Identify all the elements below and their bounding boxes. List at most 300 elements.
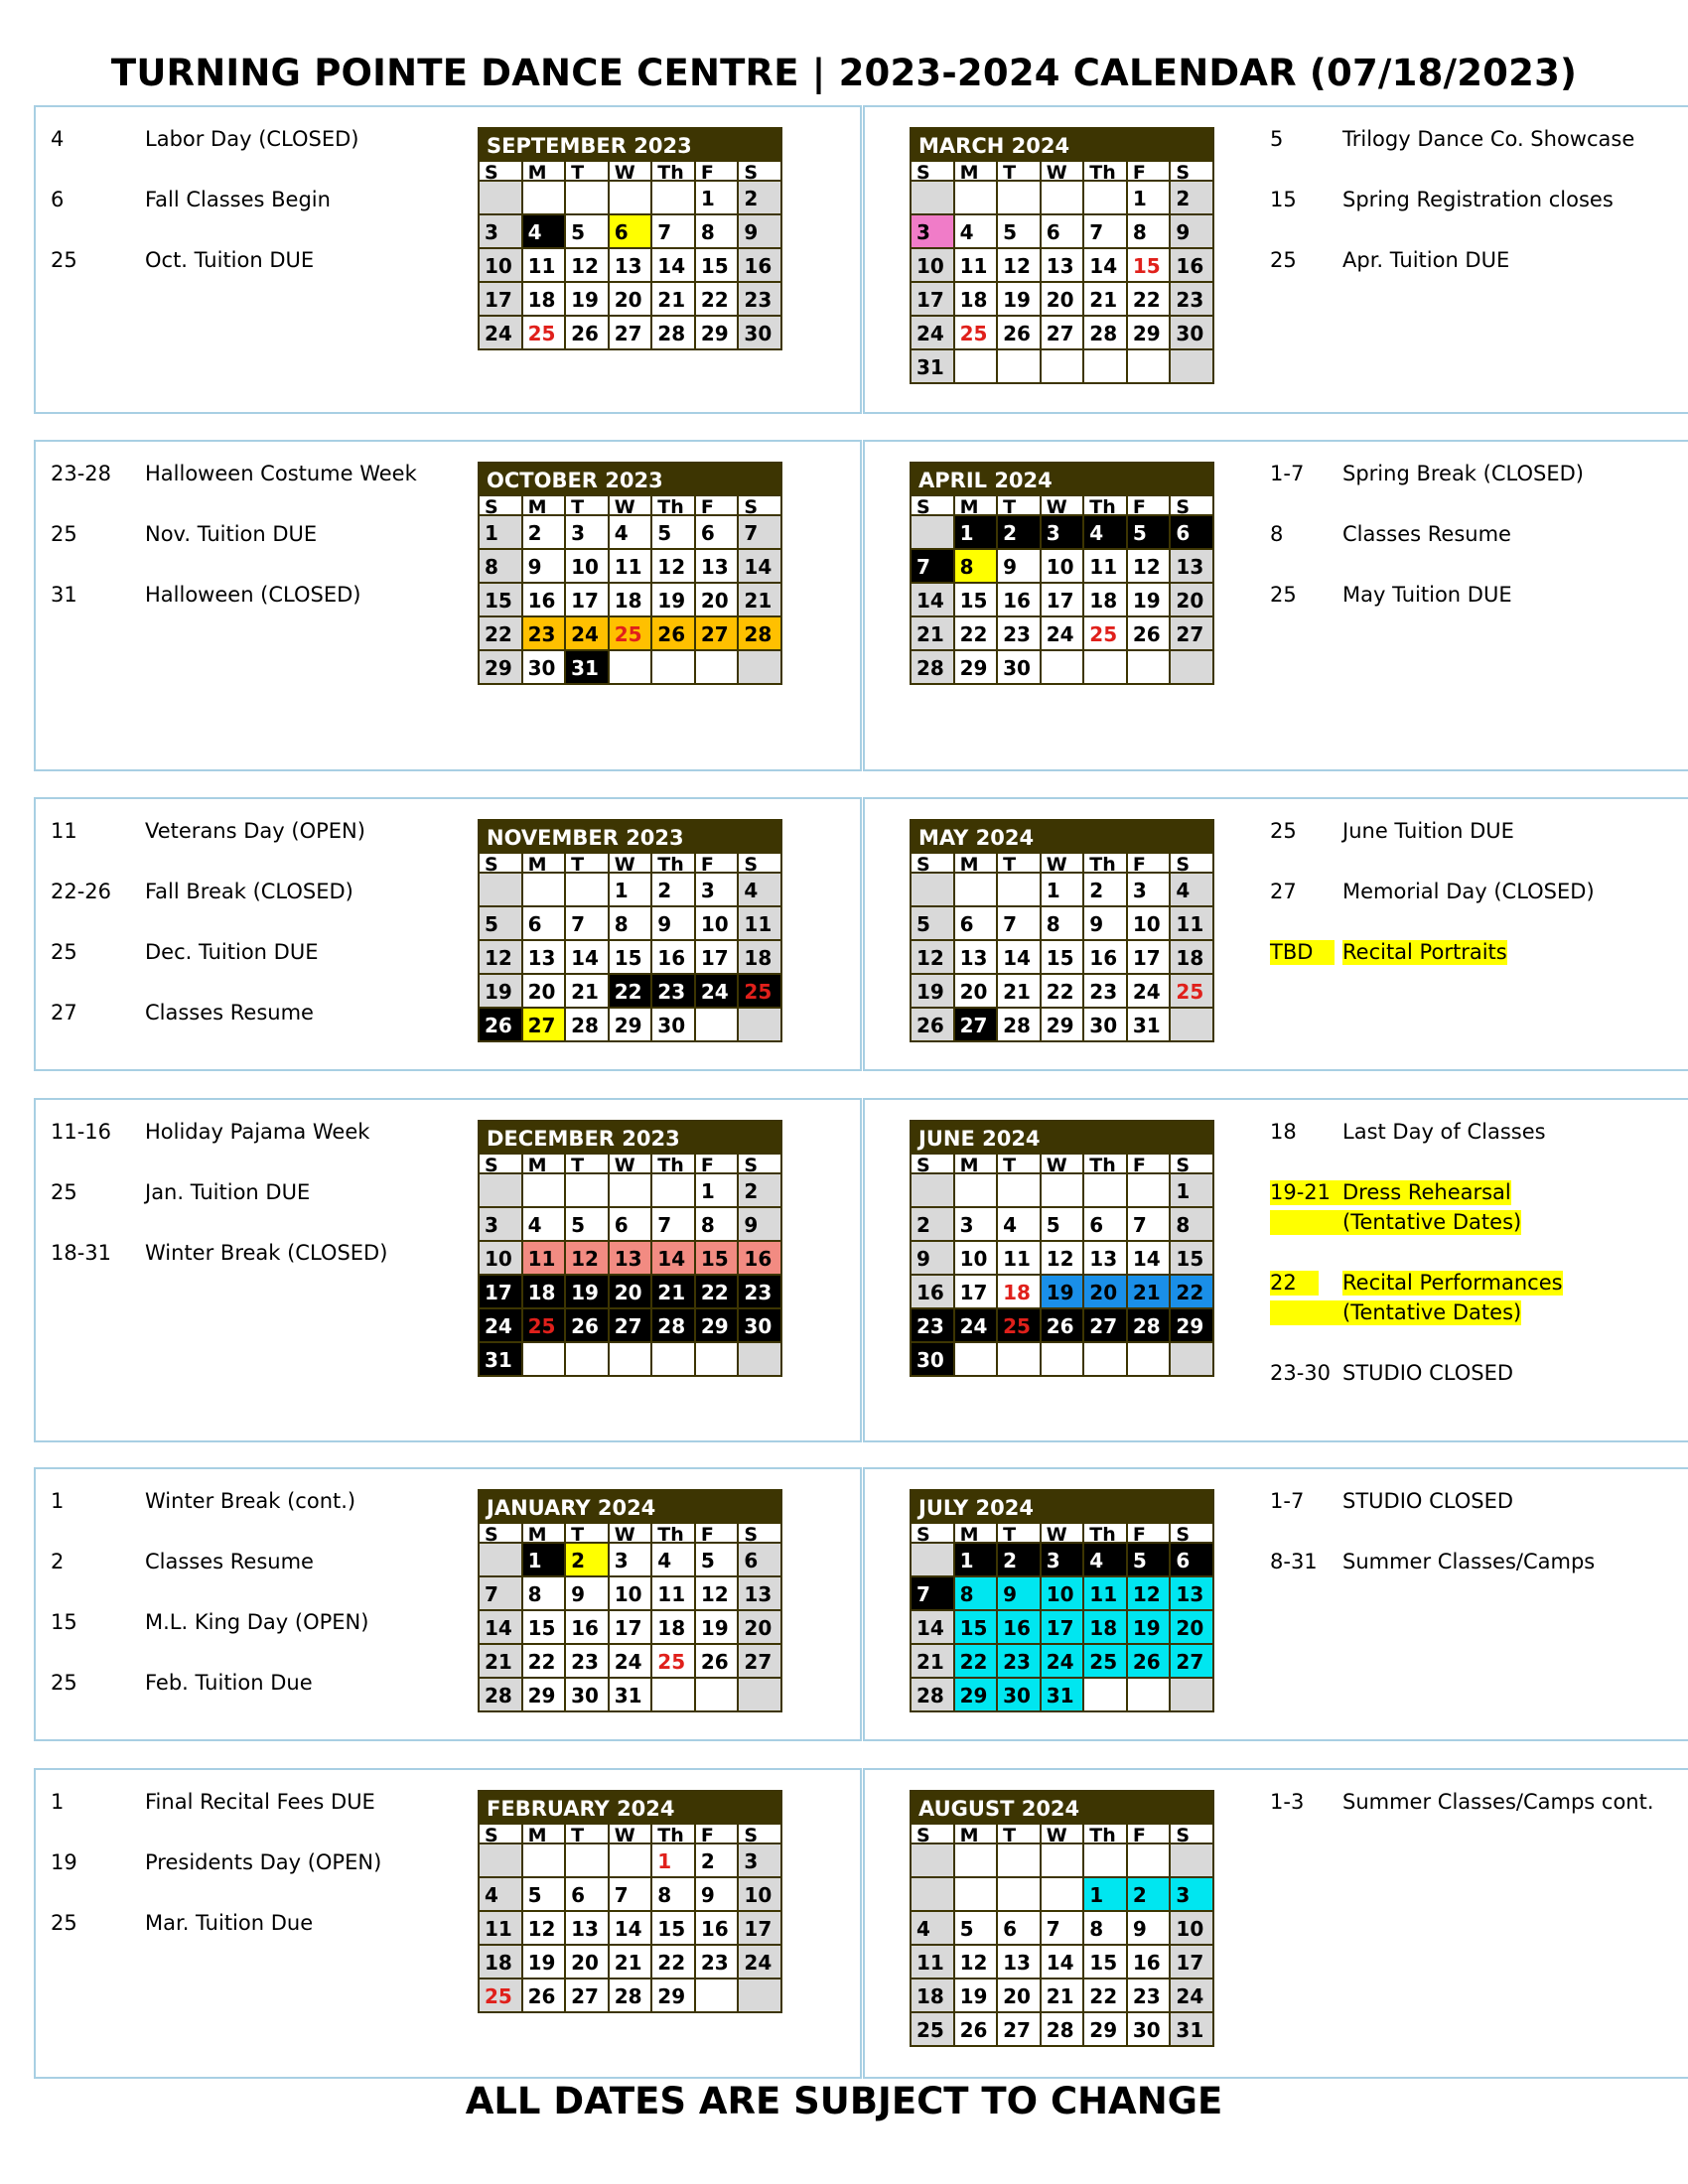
day-cell[interactable]: 20 <box>610 1274 653 1307</box>
day-cell[interactable]: 19 <box>1128 1609 1172 1643</box>
empty-cell[interactable] <box>566 180 610 213</box>
day-cell[interactable]: 23 <box>1171 281 1214 315</box>
day-cell[interactable]: 21 <box>1128 1274 1172 1307</box>
day-cell[interactable]: 3 <box>912 213 955 247</box>
day-cell[interactable]: 11 <box>912 1944 955 1978</box>
day-cell[interactable]: 23 <box>523 615 567 649</box>
day-cell[interactable]: 31 <box>480 1341 523 1375</box>
day-cell[interactable]: 3 <box>1042 514 1085 548</box>
day-cell[interactable]: 25 <box>480 1978 523 2011</box>
day-cell[interactable]: 15 <box>652 1910 696 1944</box>
day-cell[interactable]: 8 <box>955 1575 999 1609</box>
day-cell[interactable]: 22 <box>955 1643 999 1677</box>
day-cell[interactable]: 20 <box>566 1944 610 1978</box>
day-cell[interactable]: 13 <box>955 939 999 973</box>
day-cell[interactable]: 10 <box>1171 1910 1214 1944</box>
day-cell[interactable]: 21 <box>566 973 610 1007</box>
day-cell[interactable]: 16 <box>523 582 567 615</box>
day-cell[interactable]: 25 <box>998 1307 1042 1341</box>
day-cell[interactable]: 19 <box>652 582 696 615</box>
day-cell[interactable]: 9 <box>523 548 567 582</box>
day-cell[interactable]: 14 <box>912 1609 955 1643</box>
day-cell[interactable]: 22 <box>523 1643 567 1677</box>
day-cell[interactable]: 1 <box>480 514 523 548</box>
day-cell[interactable]: 28 <box>566 1007 610 1040</box>
empty-cell[interactable] <box>652 1172 696 1206</box>
empty-cell[interactable] <box>1128 1677 1172 1710</box>
day-cell[interactable]: 24 <box>1042 1643 1085 1677</box>
day-cell[interactable]: 8 <box>955 548 999 582</box>
day-cell[interactable]: 5 <box>1128 1542 1172 1575</box>
day-cell[interactable]: 26 <box>1042 1307 1085 1341</box>
empty-cell[interactable] <box>1171 1341 1214 1375</box>
day-cell[interactable]: 14 <box>652 1240 696 1274</box>
day-cell[interactable]: 21 <box>912 615 955 649</box>
day-cell[interactable]: 5 <box>480 905 523 939</box>
empty-cell[interactable] <box>739 1978 782 2011</box>
day-cell[interactable]: 3 <box>480 213 523 247</box>
empty-cell[interactable] <box>1084 348 1128 382</box>
empty-cell[interactable] <box>696 1007 740 1040</box>
day-cell[interactable]: 20 <box>1171 582 1214 615</box>
day-cell[interactable]: 16 <box>998 1609 1042 1643</box>
day-cell[interactable]: 26 <box>1128 1643 1172 1677</box>
day-cell[interactable]: 31 <box>566 649 610 683</box>
empty-cell[interactable] <box>1128 1843 1172 1876</box>
empty-cell[interactable] <box>652 1677 696 1710</box>
day-cell[interactable]: 28 <box>1084 315 1128 348</box>
day-cell[interactable]: 17 <box>610 1609 653 1643</box>
day-cell[interactable]: 15 <box>696 247 740 281</box>
day-cell[interactable]: 10 <box>480 247 523 281</box>
day-cell[interactable]: 4 <box>912 1910 955 1944</box>
day-cell[interactable]: 12 <box>912 939 955 973</box>
day-cell[interactable]: 29 <box>652 1978 696 2011</box>
day-cell[interactable]: 11 <box>739 905 782 939</box>
day-cell[interactable]: 22 <box>610 973 653 1007</box>
day-cell[interactable]: 27 <box>998 2011 1042 2045</box>
day-cell[interactable]: 22 <box>652 1944 696 1978</box>
day-cell[interactable]: 3 <box>739 1843 782 1876</box>
day-cell[interactable]: 10 <box>566 548 610 582</box>
day-cell[interactable]: 27 <box>1084 1307 1128 1341</box>
day-cell[interactable]: 16 <box>912 1274 955 1307</box>
day-cell[interactable]: 18 <box>652 1609 696 1643</box>
day-cell[interactable]: 21 <box>480 1643 523 1677</box>
day-cell[interactable]: 17 <box>1128 939 1172 973</box>
day-cell[interactable]: 26 <box>566 315 610 348</box>
day-cell[interactable]: 13 <box>610 247 653 281</box>
empty-cell[interactable] <box>955 180 999 213</box>
day-cell[interactable]: 9 <box>566 1575 610 1609</box>
day-cell[interactable]: 31 <box>1128 1007 1172 1040</box>
empty-cell[interactable] <box>1042 348 1085 382</box>
day-cell[interactable]: 16 <box>652 939 696 973</box>
day-cell[interactable]: 1 <box>1042 872 1085 905</box>
day-cell[interactable]: 23 <box>566 1643 610 1677</box>
empty-cell[interactable] <box>739 1677 782 1710</box>
empty-cell[interactable] <box>480 1542 523 1575</box>
day-cell[interactable]: 30 <box>1084 1007 1128 1040</box>
day-cell[interactable]: 7 <box>652 1206 696 1240</box>
empty-cell[interactable] <box>739 649 782 683</box>
day-cell[interactable]: 17 <box>696 939 740 973</box>
day-cell[interactable]: 31 <box>1042 1677 1085 1710</box>
day-cell[interactable]: 13 <box>696 548 740 582</box>
day-cell[interactable]: 3 <box>955 1206 999 1240</box>
empty-cell[interactable] <box>1128 348 1172 382</box>
day-cell[interactable]: 29 <box>955 1677 999 1710</box>
empty-cell[interactable] <box>998 1172 1042 1206</box>
day-cell[interactable]: 12 <box>955 1944 999 1978</box>
day-cell[interactable]: 26 <box>523 1978 567 2011</box>
empty-cell[interactable] <box>998 1876 1042 1910</box>
day-cell[interactable]: 2 <box>566 1542 610 1575</box>
day-cell[interactable]: 23 <box>1084 973 1128 1007</box>
day-cell[interactable]: 23 <box>912 1307 955 1341</box>
day-cell[interactable]: 15 <box>955 1609 999 1643</box>
day-cell[interactable]: 14 <box>739 548 782 582</box>
day-cell[interactable]: 24 <box>1042 615 1085 649</box>
day-cell[interactable]: 17 <box>739 1910 782 1944</box>
day-cell[interactable]: 15 <box>1084 1944 1128 1978</box>
empty-cell[interactable] <box>1084 1843 1128 1876</box>
day-cell[interactable]: 27 <box>610 1307 653 1341</box>
day-cell[interactable]: 2 <box>523 514 567 548</box>
day-cell[interactable]: 13 <box>566 1910 610 1944</box>
day-cell[interactable]: 10 <box>480 1240 523 1274</box>
day-cell[interactable]: 1 <box>1171 1172 1214 1206</box>
day-cell[interactable]: 6 <box>998 1910 1042 1944</box>
day-cell[interactable]: 13 <box>1084 1240 1128 1274</box>
day-cell[interactable]: 12 <box>652 548 696 582</box>
day-cell[interactable]: 21 <box>998 973 1042 1007</box>
day-cell[interactable]: 28 <box>610 1978 653 2011</box>
day-cell[interactable]: 28 <box>1128 1307 1172 1341</box>
empty-cell[interactable] <box>652 1341 696 1375</box>
day-cell[interactable]: 7 <box>480 1575 523 1609</box>
day-cell[interactable]: 6 <box>1171 514 1214 548</box>
day-cell[interactable]: 6 <box>523 905 567 939</box>
day-cell[interactable]: 29 <box>1128 315 1172 348</box>
day-cell[interactable]: 30 <box>1128 2011 1172 2045</box>
empty-cell[interactable] <box>955 1341 999 1375</box>
empty-cell[interactable] <box>1042 1172 1085 1206</box>
day-cell[interactable]: 2 <box>1128 1876 1172 1910</box>
day-cell[interactable]: 16 <box>739 1240 782 1274</box>
empty-cell[interactable] <box>1042 649 1085 683</box>
day-cell[interactable]: 29 <box>1171 1307 1214 1341</box>
day-cell[interactable]: 22 <box>480 615 523 649</box>
day-cell[interactable]: 11 <box>523 247 567 281</box>
empty-cell[interactable] <box>1084 1172 1128 1206</box>
day-cell[interactable]: 16 <box>1128 1944 1172 1978</box>
empty-cell[interactable] <box>1084 649 1128 683</box>
day-cell[interactable]: 21 <box>1084 281 1128 315</box>
day-cell[interactable]: 11 <box>998 1240 1042 1274</box>
empty-cell[interactable] <box>652 180 696 213</box>
day-cell[interactable]: 1 <box>652 1843 696 1876</box>
day-cell[interactable]: 17 <box>566 582 610 615</box>
empty-cell[interactable] <box>566 1843 610 1876</box>
day-cell[interactable]: 18 <box>610 582 653 615</box>
empty-cell[interactable] <box>1042 1341 1085 1375</box>
day-cell[interactable]: 12 <box>566 247 610 281</box>
day-cell[interactable]: 26 <box>566 1307 610 1341</box>
day-cell[interactable]: 28 <box>480 1677 523 1710</box>
day-cell[interactable]: 23 <box>1128 1978 1172 2011</box>
day-cell[interactable]: 26 <box>480 1007 523 1040</box>
day-cell[interactable]: 17 <box>912 281 955 315</box>
day-cell[interactable]: 13 <box>1042 247 1085 281</box>
day-cell[interactable]: 25 <box>523 315 567 348</box>
day-cell[interactable]: 7 <box>998 905 1042 939</box>
empty-cell[interactable] <box>523 1843 567 1876</box>
day-cell[interactable]: 9 <box>1084 905 1128 939</box>
day-cell[interactable]: 3 <box>1171 1876 1214 1910</box>
day-cell[interactable]: 19 <box>1042 1274 1085 1307</box>
day-cell[interactable]: 9 <box>912 1240 955 1274</box>
day-cell[interactable]: 23 <box>739 1274 782 1307</box>
empty-cell[interactable] <box>955 1843 999 1876</box>
day-cell[interactable]: 2 <box>652 872 696 905</box>
day-cell[interactable]: 22 <box>696 1274 740 1307</box>
day-cell[interactable]: 12 <box>566 1240 610 1274</box>
day-cell[interactable]: 6 <box>610 213 653 247</box>
day-cell[interactable]: 15 <box>480 582 523 615</box>
day-cell[interactable]: 8 <box>523 1575 567 1609</box>
empty-cell[interactable] <box>739 1341 782 1375</box>
empty-cell[interactable] <box>1084 1341 1128 1375</box>
day-cell[interactable]: 17 <box>955 1274 999 1307</box>
day-cell[interactable]: 17 <box>1042 582 1085 615</box>
empty-cell[interactable] <box>1042 1843 1085 1876</box>
day-cell[interactable]: 7 <box>1042 1910 1085 1944</box>
empty-cell[interactable] <box>696 1978 740 2011</box>
empty-cell[interactable] <box>696 1677 740 1710</box>
day-cell[interactable]: 18 <box>998 1274 1042 1307</box>
day-cell[interactable]: 4 <box>1171 872 1214 905</box>
day-cell[interactable]: 3 <box>1128 872 1172 905</box>
day-cell[interactable]: 25 <box>523 1307 567 1341</box>
day-cell[interactable]: 19 <box>480 973 523 1007</box>
day-cell[interactable]: 12 <box>1128 548 1172 582</box>
empty-cell[interactable] <box>523 1341 567 1375</box>
day-cell[interactable]: 14 <box>480 1609 523 1643</box>
day-cell[interactable]: 29 <box>1042 1007 1085 1040</box>
empty-cell[interactable] <box>912 872 955 905</box>
day-cell[interactable]: 25 <box>912 2011 955 2045</box>
day-cell[interactable]: 26 <box>696 1643 740 1677</box>
day-cell[interactable]: 7 <box>610 1876 653 1910</box>
day-cell[interactable]: 1 <box>696 1172 740 1206</box>
day-cell[interactable]: 19 <box>566 281 610 315</box>
day-cell[interactable]: 20 <box>998 1978 1042 2011</box>
day-cell[interactable]: 7 <box>912 1575 955 1609</box>
day-cell[interactable]: 14 <box>998 939 1042 973</box>
day-cell[interactable]: 8 <box>696 1206 740 1240</box>
day-cell[interactable]: 4 <box>998 1206 1042 1240</box>
day-cell[interactable]: 25 <box>739 973 782 1007</box>
day-cell[interactable]: 4 <box>523 213 567 247</box>
day-cell[interactable]: 2 <box>696 1843 740 1876</box>
day-cell[interactable]: 2 <box>998 514 1042 548</box>
day-cell[interactable]: 10 <box>1128 905 1172 939</box>
day-cell[interactable]: 24 <box>739 1944 782 1978</box>
empty-cell[interactable] <box>610 1341 653 1375</box>
day-cell[interactable]: 9 <box>998 1575 1042 1609</box>
day-cell[interactable]: 23 <box>998 615 1042 649</box>
empty-cell[interactable] <box>1171 1677 1214 1710</box>
empty-cell[interactable] <box>566 872 610 905</box>
empty-cell[interactable] <box>912 1542 955 1575</box>
empty-cell[interactable] <box>523 180 567 213</box>
day-cell[interactable]: 9 <box>1128 1910 1172 1944</box>
day-cell[interactable]: 25 <box>1084 615 1128 649</box>
day-cell[interactable]: 11 <box>523 1240 567 1274</box>
day-cell[interactable]: 2 <box>739 1172 782 1206</box>
day-cell[interactable]: 7 <box>912 548 955 582</box>
day-cell[interactable]: 15 <box>696 1240 740 1274</box>
empty-cell[interactable] <box>696 649 740 683</box>
empty-cell[interactable] <box>955 872 999 905</box>
empty-cell[interactable] <box>1171 1007 1214 1040</box>
empty-cell[interactable] <box>480 1843 523 1876</box>
empty-cell[interactable] <box>998 1843 1042 1876</box>
day-cell[interactable]: 6 <box>1042 213 1085 247</box>
day-cell[interactable]: 4 <box>610 514 653 548</box>
day-cell[interactable]: 20 <box>739 1609 782 1643</box>
day-cell[interactable]: 9 <box>998 548 1042 582</box>
day-cell[interactable]: 2 <box>1084 872 1128 905</box>
day-cell[interactable]: 23 <box>739 281 782 315</box>
day-cell[interactable]: 23 <box>652 973 696 1007</box>
day-cell[interactable]: 5 <box>523 1876 567 1910</box>
day-cell[interactable]: 22 <box>1171 1274 1214 1307</box>
day-cell[interactable]: 26 <box>955 2011 999 2045</box>
day-cell[interactable]: 21 <box>652 1274 696 1307</box>
day-cell[interactable]: 22 <box>955 615 999 649</box>
day-cell[interactable]: 11 <box>652 1575 696 1609</box>
day-cell[interactable]: 30 <box>566 1677 610 1710</box>
day-cell[interactable]: 25 <box>1171 973 1214 1007</box>
day-cell[interactable]: 30 <box>998 649 1042 683</box>
day-cell[interactable]: 8 <box>652 1876 696 1910</box>
day-cell[interactable]: 2 <box>912 1206 955 1240</box>
empty-cell[interactable] <box>652 649 696 683</box>
day-cell[interactable]: 13 <box>523 939 567 973</box>
day-cell[interactable]: 7 <box>566 905 610 939</box>
empty-cell[interactable] <box>955 348 999 382</box>
empty-cell[interactable] <box>480 872 523 905</box>
day-cell[interactable]: 16 <box>566 1609 610 1643</box>
day-cell[interactable]: 15 <box>1171 1240 1214 1274</box>
day-cell[interactable]: 19 <box>566 1274 610 1307</box>
day-cell[interactable]: 30 <box>1171 315 1214 348</box>
day-cell[interactable]: 8 <box>1042 905 1085 939</box>
day-cell[interactable]: 7 <box>1128 1206 1172 1240</box>
day-cell[interactable]: 1 <box>696 180 740 213</box>
day-cell[interactable]: 26 <box>1128 615 1172 649</box>
day-cell[interactable]: 8 <box>480 548 523 582</box>
day-cell[interactable]: 27 <box>523 1007 567 1040</box>
day-cell[interactable]: 2 <box>1171 180 1214 213</box>
day-cell[interactable]: 27 <box>696 615 740 649</box>
day-cell[interactable]: 14 <box>1084 247 1128 281</box>
day-cell[interactable]: 4 <box>523 1206 567 1240</box>
day-cell[interactable]: 12 <box>696 1575 740 1609</box>
empty-cell[interactable] <box>1171 649 1214 683</box>
day-cell[interactable]: 14 <box>1128 1240 1172 1274</box>
day-cell[interactable]: 24 <box>912 315 955 348</box>
day-cell[interactable]: 11 <box>1084 548 1128 582</box>
day-cell[interactable]: 18 <box>1084 1609 1128 1643</box>
empty-cell[interactable] <box>912 180 955 213</box>
day-cell[interactable]: 17 <box>480 1274 523 1307</box>
day-cell[interactable]: 21 <box>1042 1978 1085 2011</box>
day-cell[interactable]: 20 <box>1084 1274 1128 1307</box>
empty-cell[interactable] <box>1084 1677 1128 1710</box>
day-cell[interactable]: 8 <box>1171 1206 1214 1240</box>
day-cell[interactable]: 31 <box>1171 2011 1214 2045</box>
day-cell[interactable]: 24 <box>480 1307 523 1341</box>
day-cell[interactable]: 20 <box>610 281 653 315</box>
empty-cell[interactable] <box>912 514 955 548</box>
day-cell[interactable]: 18 <box>523 1274 567 1307</box>
day-cell[interactable]: 8 <box>610 905 653 939</box>
day-cell[interactable]: 25 <box>652 1643 696 1677</box>
day-cell[interactable]: 21 <box>912 1643 955 1677</box>
day-cell[interactable]: 10 <box>610 1575 653 1609</box>
day-cell[interactable]: 3 <box>566 514 610 548</box>
day-cell[interactable]: 4 <box>652 1542 696 1575</box>
day-cell[interactable]: 19 <box>696 1609 740 1643</box>
empty-cell[interactable] <box>1171 348 1214 382</box>
empty-cell[interactable] <box>998 1341 1042 1375</box>
day-cell[interactable]: 15 <box>1042 939 1085 973</box>
day-cell[interactable]: 11 <box>610 548 653 582</box>
day-cell[interactable]: 18 <box>1084 582 1128 615</box>
day-cell[interactable]: 8 <box>696 213 740 247</box>
day-cell[interactable]: 13 <box>1171 548 1214 582</box>
day-cell[interactable]: 11 <box>480 1910 523 1944</box>
day-cell[interactable]: 8 <box>1084 1910 1128 1944</box>
day-cell[interactable]: 17 <box>1171 1944 1214 1978</box>
day-cell[interactable]: 9 <box>1171 213 1214 247</box>
day-cell[interactable]: 17 <box>1042 1609 1085 1643</box>
day-cell[interactable]: 30 <box>523 649 567 683</box>
day-cell[interactable]: 27 <box>1171 615 1214 649</box>
day-cell[interactable]: 12 <box>523 1910 567 1944</box>
day-cell[interactable]: 29 <box>696 315 740 348</box>
day-cell[interactable]: 4 <box>955 213 999 247</box>
day-cell[interactable]: 18 <box>912 1978 955 2011</box>
day-cell[interactable]: 25 <box>1084 1643 1128 1677</box>
empty-cell[interactable] <box>1084 180 1128 213</box>
empty-cell[interactable] <box>523 1172 567 1206</box>
day-cell[interactable]: 28 <box>912 1677 955 1710</box>
day-cell[interactable]: 24 <box>1171 1978 1214 2011</box>
day-cell[interactable]: 18 <box>1171 939 1214 973</box>
day-cell[interactable]: 6 <box>1084 1206 1128 1240</box>
day-cell[interactable]: 1 <box>1128 180 1172 213</box>
empty-cell[interactable] <box>1171 1843 1214 1876</box>
empty-cell[interactable] <box>1128 1341 1172 1375</box>
day-cell[interactable]: 19 <box>955 1978 999 2011</box>
day-cell[interactable]: 8 <box>1128 213 1172 247</box>
empty-cell[interactable] <box>955 1172 999 1206</box>
day-cell[interactable]: 5 <box>652 514 696 548</box>
